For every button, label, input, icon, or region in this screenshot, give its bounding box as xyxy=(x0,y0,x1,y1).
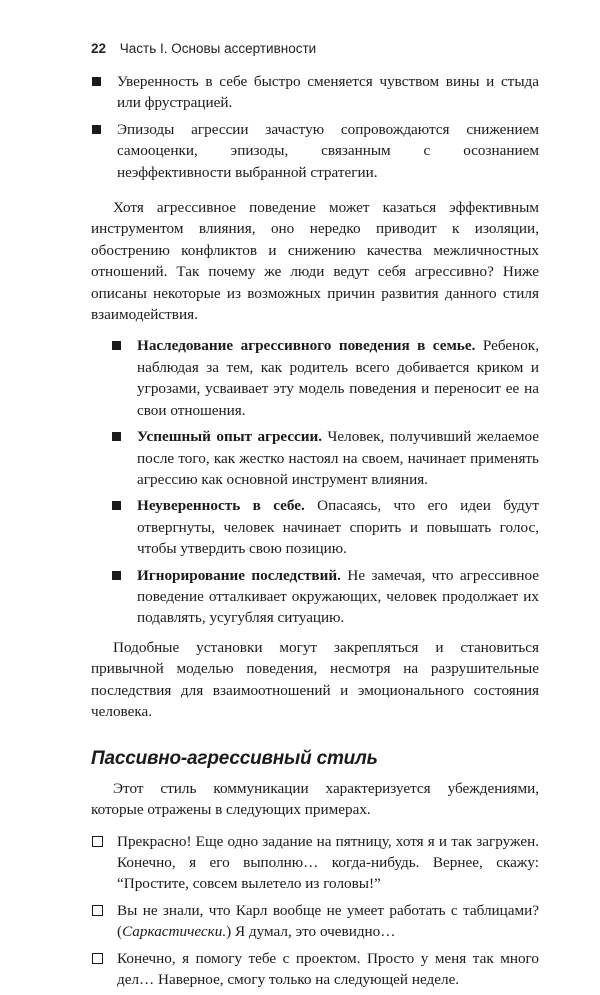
list-item xyxy=(111,426,539,490)
intro-bullet-list xyxy=(91,71,539,183)
cause-term: Игнорирование последствий. xyxy=(137,566,341,584)
section-heading: Пассивно-агрессивный стиль xyxy=(91,748,378,770)
list-item: Конечно, я помогу тебе с проектом. Просто у меня так много дел… Наверное, смогу только на следующей неделе. xyxy=(91,948,539,991)
cause-text: Ребенок, наблюдая за тем, как родитель всего добивается криком и угрозами, усваивает эту модель поведения и переносит ее на свои отношения. xyxy=(137,337,539,419)
cause-term: Успешный опыт агрессии. xyxy=(137,428,323,446)
list-item xyxy=(111,495,539,559)
italic-remark: Саркастически. xyxy=(122,923,227,941)
cause-text: Опасаясь, что его идеи будут отвергнуты, человек начинает спорить и повышать голос, чтобы утвердить свою позицию. xyxy=(137,497,539,558)
page-body xyxy=(91,63,539,995)
cause-text: Человек, получивший желаемое после того, как жестко настоял на своем, начинает применять агрессию как основной инструмент влияния. xyxy=(137,428,539,488)
list-item xyxy=(111,565,539,629)
list-item: Вы не знали, что Карл вообще не умеет работать с таблицами? (Саркастически.) Я думал, это очевидно… xyxy=(91,900,539,943)
list-item: Эпизоды агрессии зачастую сопровождаются снижением самооценки, эпизоды, связанным с осознанием неэффективности выбранной стратегии. xyxy=(91,119,539,183)
causes-list xyxy=(91,335,539,628)
running-header xyxy=(91,41,316,56)
cause-term: Наследование агрессивного поведения в семье. xyxy=(137,337,476,355)
running-title: Часть I. Основы ассертивности xyxy=(119,41,317,56)
cause-text: Не замечая, что агрессивное поведение отталкивает окружающих, человек продолжает их подавлять, усугубляя ситуацию. xyxy=(137,566,539,627)
list-item xyxy=(111,335,539,421)
paragraph: Хотя агрессивное поведение может казаться эффективным инструментом влияния, оно нередко приводит к изоляции, обострению конфликтов и снижению качества межличностных отношений. Так почему же люди ведут себя агрессивно? Ниже описаны некоторые из возможных причин развития данного стиля взаимодействия. xyxy=(91,199,539,324)
paragraph: Этот стиль коммуникации характеризуется убеждениями, которые отражены в следующих примерах. xyxy=(91,779,539,819)
cause-term: Неуверенность в себе. xyxy=(137,497,305,515)
list-item: Прекрасно! Еще одно задание на пятницу, хотя я и так загружен. Конечно, я его выполню… когда-нибудь. Вернее, скажу: “Простите, совсем вылетело из головы!” xyxy=(91,831,539,895)
page-number: 22 xyxy=(91,41,107,56)
examples-checkbox-list xyxy=(91,831,539,991)
paragraph: Подобные установки могут закрепляться и становиться привычной моделью поведения, несмотря на разрушительные последствия для взаимоотношений и эмоционального состояния человека. xyxy=(91,638,539,720)
list-item: Уверенность в себе быстро сменяется чувством вины и стыда или фрустрацией. xyxy=(91,71,539,114)
